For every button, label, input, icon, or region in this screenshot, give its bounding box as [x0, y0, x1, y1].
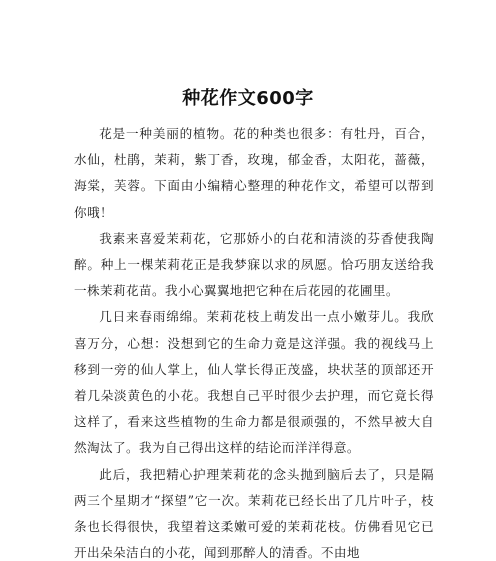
paragraph-4: 此后，我把精心护理茉莉花的念头抛到脑后去了，只是隔两三个星期才“探望”它一次。茉莉花已经长出了几片叶子，枝条也长得很快，我望着这柔嫩可爱的茉莉花枝。仿佛看见它已开出朵朵洁白的小花，闻到那醉人的清香。不由地 [74, 466, 434, 561]
paragraph-3: 几日来春雨绵绵。茉莉花枝上萌发出一点小嫩芽儿。我欣喜万分，心想：没想到它的生命力竟是这洋强。我的视线马上移到一旁的仙人掌上，仙人掌长得正茂盛，块状茎的顶部还开着几朵淡黄色的小花。我想自己平时很少去护理，而它竟长得这样了，看来这些植物的生命力都是很顽强的，不然早被大自然淘汰了。我为自己得出这样的结论而洋洋得意。 [74, 309, 434, 456]
document-body [74, 121, 434, 561]
paragraph-2: 我素来喜爱茉莉花，它那娇小的白花和清淡的芬香使我陶醉。种上一棵茉莉花正是我梦寐以求的夙愿。恰巧朋友送给我一株茉莉花苗。我小心翼翼地把它种在后花园的花圃里。 [74, 230, 434, 299]
document-title: 种花作文600字 [182, 88, 314, 109]
paragraph-1: 花是一种美丽的植物。花的种类也很多：有牡丹，百合，水仙，杜鹃，茉莉，紫丁香，玫瑰，郁金香，太阳花，蔷薇，海棠，芙蓉。下面由小编精心整理的种花作文，希望可以帮到你哦！ [74, 126, 434, 220]
